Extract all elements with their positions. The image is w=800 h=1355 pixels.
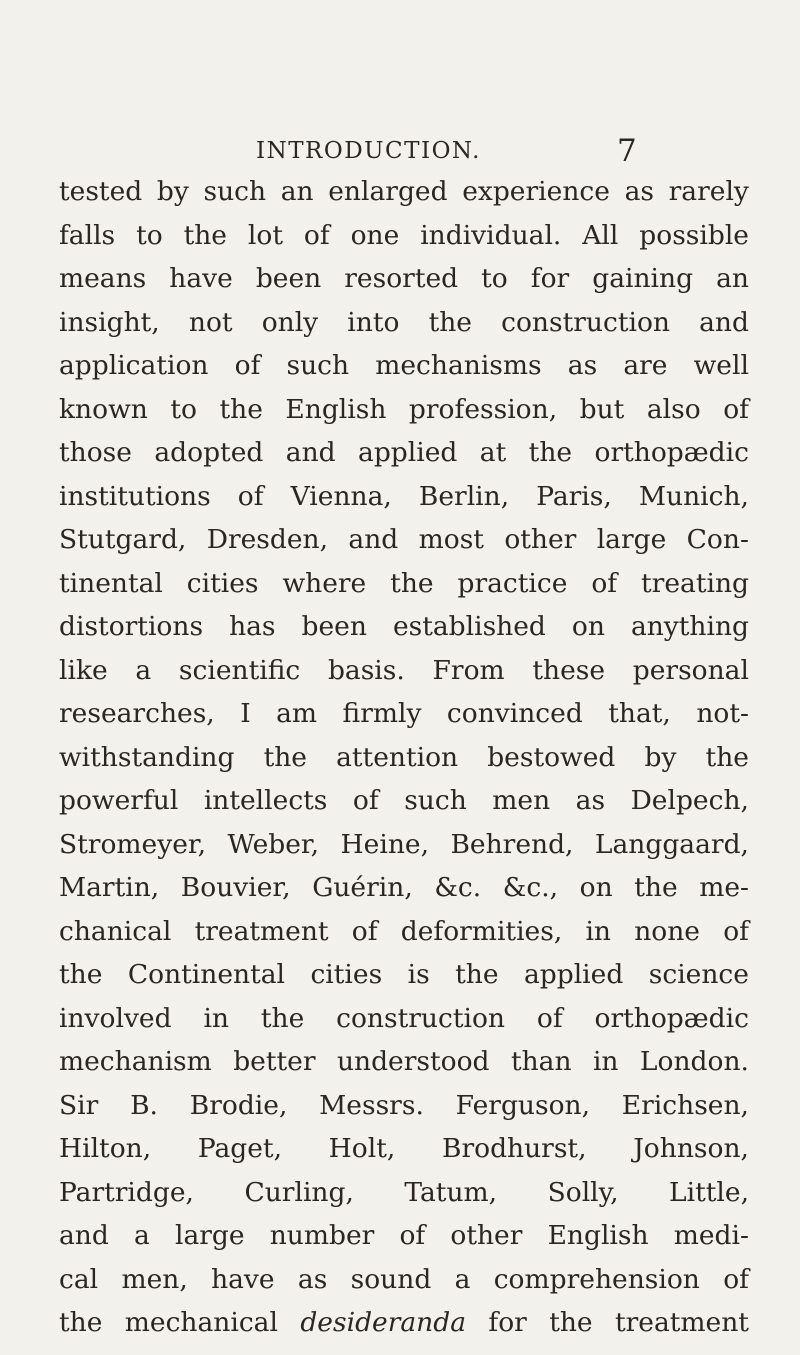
page-number: 7 — [617, 133, 637, 169]
text-line: powerful intellects of such men as Delpech, — [59, 785, 749, 816]
text-line: insight, not only into the construction and — [59, 306, 749, 338]
text-line: tested by such an enlarged experience as rarely — [59, 176, 749, 207]
text-line: distortions has been established on anything — [59, 611, 749, 642]
text-line: the mechanical desideranda for the treatment — [59, 1307, 749, 1338]
text-line: withstanding the attention bestowed by the — [59, 741, 749, 773]
text-line: the Continental cities is the applied science — [59, 959, 749, 990]
text-line: mechanism better understood than in London. — [59, 1046, 749, 1077]
text-line: Martin, Bouvier, Guérin, &c. &c., on the me- — [59, 872, 749, 903]
text-line: Stromeyer, Weber, Heine, Behrend, Langgaard, — [59, 828, 749, 860]
text-line: those adopted and applied at the orthopædic — [59, 437, 749, 468]
text-line: means have been resorted to for gaining an — [59, 263, 749, 294]
text-line: application of such mechanisms as are well — [59, 350, 749, 381]
text-line: institutions of Vienna, Berlin, Paris, Munich, — [59, 480, 749, 512]
text-line: researches, I am firmly convinced that, not- — [59, 698, 749, 729]
text-line: Sir B. Brodie, Messrs. Ferguson, Erichsen, — [59, 1089, 749, 1121]
text-line: Stutgard, Dresden, and most other large Con- — [59, 524, 749, 555]
text-line: known to the English profession, but also of — [59, 393, 749, 425]
text-line: like a scientific basis. From these personal — [59, 654, 749, 686]
text-line: tinental cities where the practice of treating — [59, 567, 749, 599]
body-text — [59, 170, 749, 1345]
text-line: chanical treatment of deformities, in none of — [59, 915, 749, 947]
text-line: and a large number of other English medi- — [59, 1220, 749, 1251]
running-head: INTRODUCTION. — [256, 138, 481, 164]
text-line: Hilton, Paget, Holt, Brodhurst, Johnson, — [59, 1133, 749, 1164]
text-line: involved in the construction of orthopædic — [59, 1002, 749, 1034]
text-line: Partridge, Curling, Tatum, Solly, Little, — [59, 1176, 749, 1208]
text-line: cal men, have as sound a comprehension of — [59, 1263, 749, 1295]
text-line: falls to the lot of one individual. All possible — [59, 219, 749, 251]
